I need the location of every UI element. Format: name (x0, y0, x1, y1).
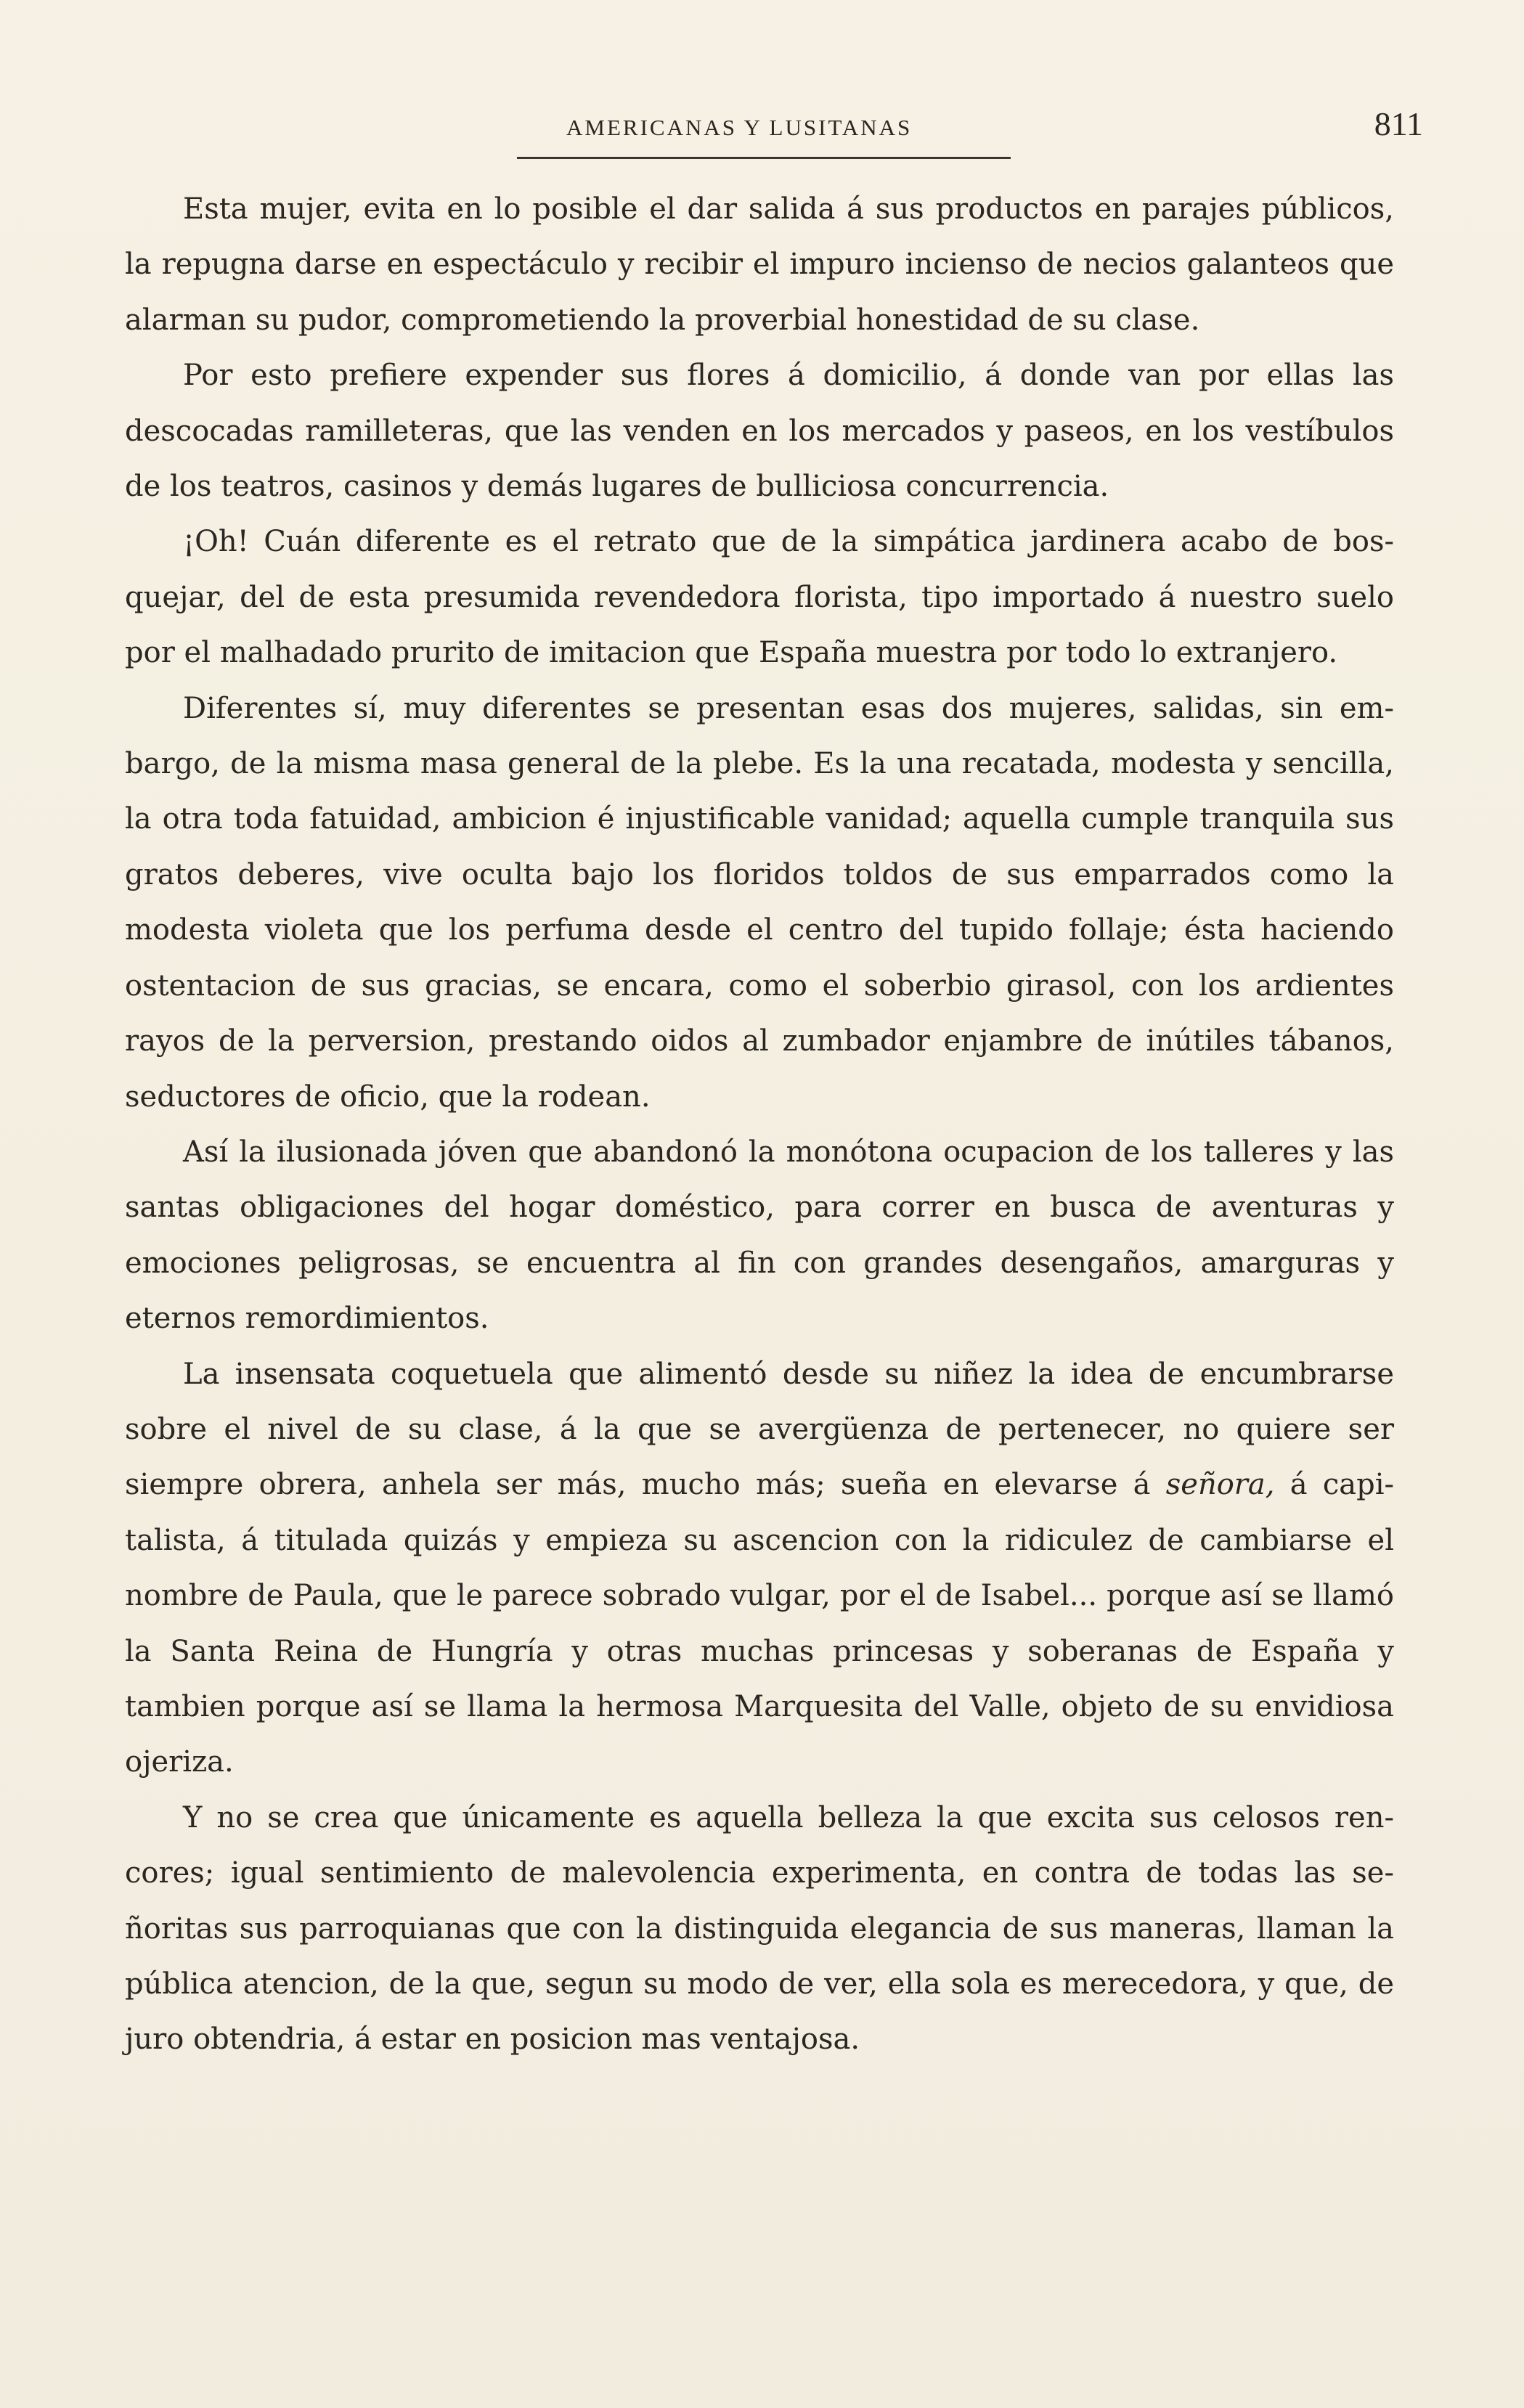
page-number: 811 (1374, 105, 1423, 142)
running-head (516, 105, 1423, 152)
paragraph-2: Por esto prefiere expender sus flores á domicilio, á donde van por ellas las descocadas ramilleteras, que las venden en los mercados y paseos, en los vestíbulos de los teatros, casinos y demás lugares de bulliciosa concurrencia. (125, 359, 1394, 504)
paragraph-4: Diferentes sí, muy diferentes se presentan esas dos mujeres, salidas, sin embargo, de la misma masa general de la plebe. Es la una recatada, modesta y sencilla, la otra toda fatuidad, ambicion é injustificable vanidad; aquella cumple tranquila sus gratos deberes, vive oculta bajo los floridos toldos de sus emparrados como la modesta violeta que los perfuma desde el centro del tupido follaje; ésta haciendo ostentacion de sus gracias, se encara, como el soberbio girasol, con los ardientes rayos de la perversion, prestando oidos al zumbador enjambre de inútiles tábanos, seductores de oficio, que la rodean. (125, 691, 1394, 1114)
paragraph-5: Así la ilusionada jóven que abandonó la monótona ocupacion de los talleres y las santas obligaciones del hogar doméstico, para correr en busca de aventuras y emociones peligrosas, se encuentra al fin con grandes desengaños, amarguras y eternos remordimientos. (125, 1135, 1394, 1336)
paragraph-6 (125, 1347, 1394, 1790)
paragraph-1: Esta mujer, evita en lo posible el dar salida á sus productos en parajes públicos, la repugna darse en espectáculo y recibir el impuro incienso de necios galanteos que alarman su pudor, comprometiendo la proverbial honestidad de su clase. (125, 192, 1394, 337)
paragraph-6-part-2: á capitalista, á titulada quizás y empieza su ascencion con la ridiculez de cambiarse el nombre de Paula, que le parece sobrado vulgar, por el de Isabel... porque así se llamó la Santa Reina de Hungría y otras muchas princesas y soberanas de España y tambien porque así se llama la hermosa Marquesita del Valle, objeto de su envidiosa ojeriza. (125, 1468, 1394, 1779)
italic-word: señora, (1165, 1468, 1275, 1502)
body-text (125, 181, 1394, 2068)
paragraph-7: Y no se crea que únicamente es aquella belleza la que excita sus celosos rencores; igual sentimiento de malevolencia experimenta, en contra de todas las señoritas sus parroquianas que con la distinguida elegancia de sus maneras, llaman la pública atencion, de la que, segun su modo de ver, ella sola es merecedora, y que, de juro obtendria, á estar en posicion mas ventajosa. (125, 1800, 1394, 2057)
header-rule (517, 157, 1011, 159)
running-title: AMERICANAS Y LUSITANAS (566, 115, 913, 140)
paragraph-3: ¡Oh! Cuán diferente es el retrato que de la simpática jardinera acabo de bosquejar, del de esta presumida revendedora florista, tipo importado á nuestro suelo por el malhadado prurito de imitacion que España muestra por todo lo extranjero. (125, 525, 1394, 670)
paragraph-6-part-1: La insensata coquetuela que alimentó desde su niñez la idea de encumbrarse sobre el nivel de su clase, á la que se avergüenza de pertenecer, no quiere ser siempre obrera, anhela ser más, mucho más; sueña en elevarse á (125, 1357, 1394, 1502)
